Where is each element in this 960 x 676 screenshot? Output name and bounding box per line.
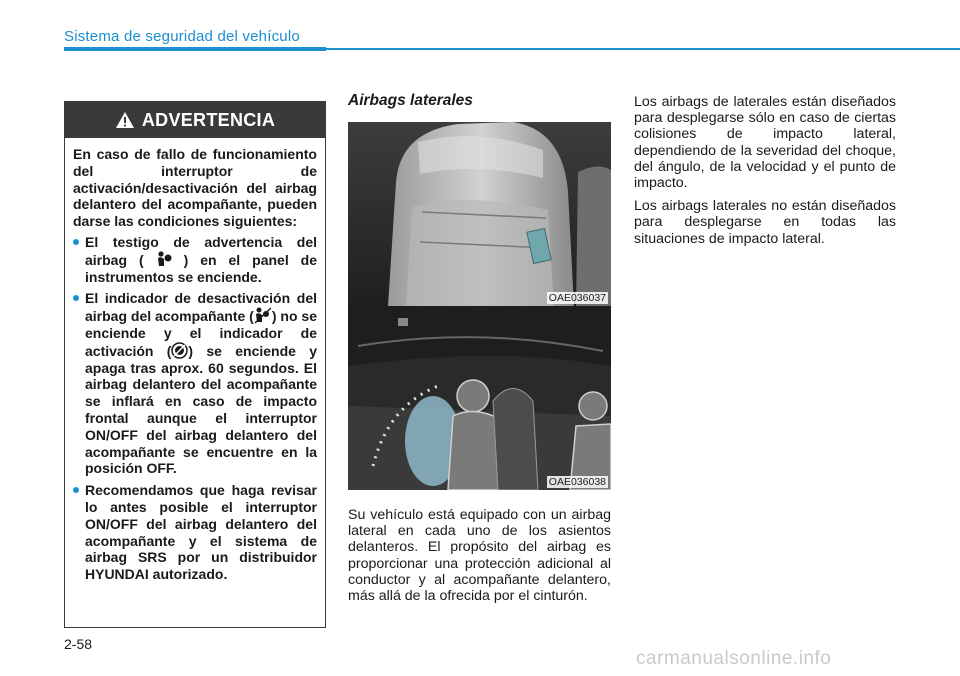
warning-bullet-3: Recomendamos que haga revisar lo antes posible el interruptor ON/OFF del airbag delantero del acompañante y el sistema de airbag SRS por un distribuidor HYUNDAI autorizado. [73, 482, 317, 583]
deployment-illustration [348, 306, 611, 490]
passenger-airbag-off-icon [254, 307, 272, 324]
paragraph: Los airbags de laterales están diseñados para desplegarse sólo en caso de ciertas colisiones de impacto lateral, dependiendo de la severidad del choque, del ángulo, de la velocidad y el punto de impacto. [634, 94, 896, 192]
header-rule [326, 48, 960, 50]
warning-bullet-2: El indicador de desactivación del airbag del acompañante ( ) no se enciende y el indicador de activación ( ) se enciende y apaga tras aprox. 60 segundos. El airbag delantero del acompañante se inflará en caso de impacto frontal aunque el interruptor ON/OFF del airbag delantero del acompañante se encuentre en la posición OFF. [73, 290, 317, 477]
bullet-dot [73, 239, 79, 245]
warning-box [64, 101, 326, 628]
side-airbag-seat-illustration [348, 122, 611, 306]
warning-body [65, 138, 325, 583]
paragraph: Su vehículo está equipado con un airbag lateral en cada uno de los asientos delanteros. El propósito del airbag es proporcionar una protección adicional al conductor y al acompañante delantero, más allá de la ofrecida por el cinturón. [348, 507, 611, 605]
airbag-warning-icon [156, 251, 172, 268]
page-number: 2-58 [64, 636, 93, 652]
column-2-text [348, 507, 611, 611]
column-3-text [634, 94, 896, 254]
side-airbag-deployment-illustration [348, 306, 611, 490]
section-title: Airbags laterales [348, 92, 473, 109]
watermark: carmanualsonline.info [636, 648, 832, 669]
warning-triangle-icon [115, 111, 135, 129]
paragraph: Los airbags laterales no están diseñados para desplegarse en todas las situaciones de impacto lateral. [634, 198, 896, 247]
warning-header [65, 102, 325, 138]
seat-illustration [348, 122, 611, 306]
bullet-dot [73, 487, 79, 493]
section-header-title: Sistema de seguridad del vehículo [64, 28, 300, 45]
header-accent-bar [64, 47, 326, 51]
warning-intro: En caso de fallo de funcionamiento del interruptor de activación/desactivación del airbag delantero del acompañante, pueden darse las condiciones siguientes: [73, 146, 317, 230]
figure-code-2: OAE036038 [548, 476, 606, 488]
bullet-dot [73, 295, 79, 301]
warning-bullet-1: El testigo de advertencia del airbag ( ) en el panel de instrumentos se enciende. [73, 234, 317, 285]
figure-code-1: OAE036037 [548, 292, 606, 304]
warning-heading: ADVERTENCIA [141, 109, 276, 130]
warning-list [73, 234, 317, 583]
passenger-airbag-on-icon [171, 342, 188, 359]
